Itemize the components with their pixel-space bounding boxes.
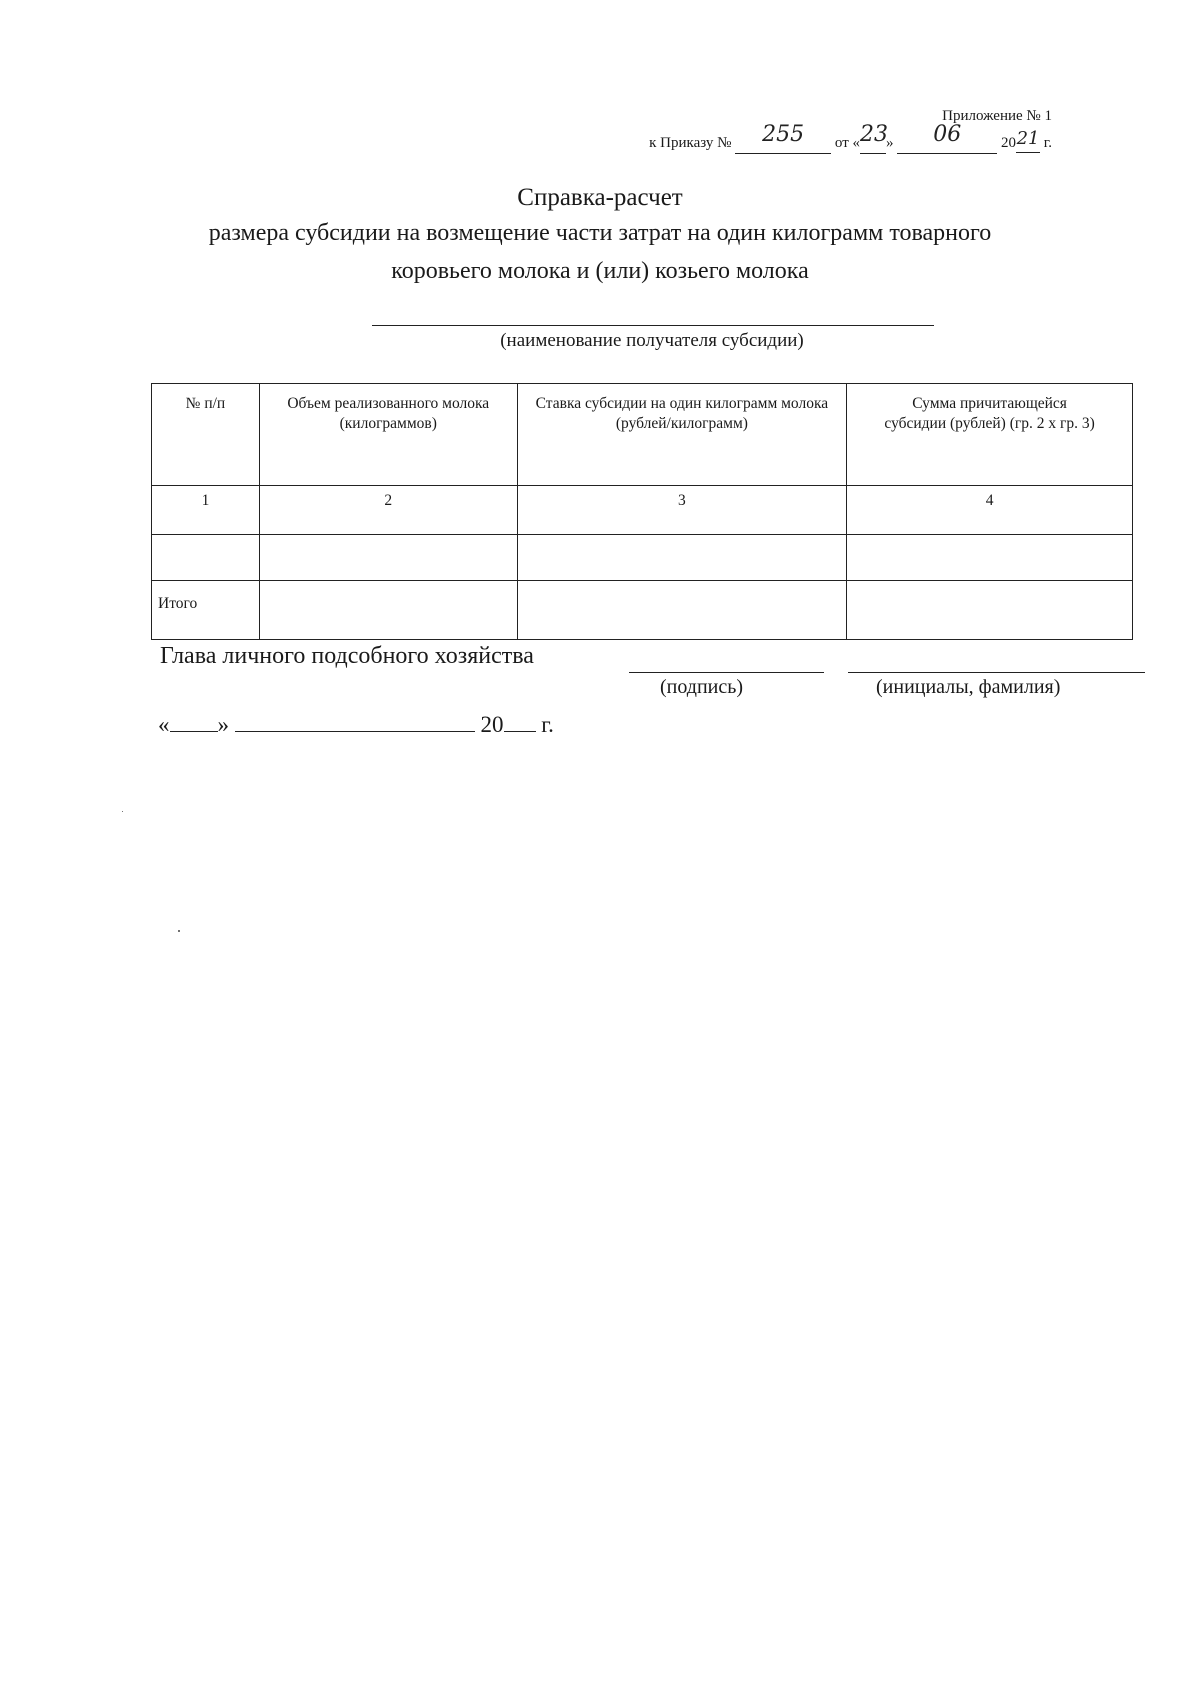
cell-volume[interactable] [259,535,517,581]
signature-day-field[interactable] [170,705,218,732]
signature-month-field[interactable] [235,705,475,732]
order-number: 255 [762,122,805,147]
appendix-label: Приложение № 1 [942,108,1052,124]
header-amount: Сумма причитающейся субсидии (рублей) (гр. 2 х гр. 3) [847,384,1133,486]
total-label: Итого [152,581,260,640]
column-number: 3 [517,486,847,535]
order-month-field[interactable] [897,122,997,154]
column-number: 1 [152,486,260,535]
header-volume: Объем реализованного молока (килограммов) [259,384,517,486]
total-amount-cell[interactable] [847,581,1133,640]
order-day: 23 [860,122,889,147]
document-subtitle-line-2: коровьего молока и (или) козьего молока [391,258,809,284]
signature-year-suffix: г. [541,712,554,737]
year-end: г. [1043,135,1052,151]
signature-date [158,705,554,738]
cell-amount[interactable] [847,535,1133,581]
year-prefix: 20 [1001,135,1017,151]
header-row-number: № п/п [152,384,260,486]
order-year-field[interactable] [1016,128,1040,153]
column-number-row [152,486,1133,535]
recipient-caption: (наименование получателя субсидии) [500,330,804,351]
column-number: 2 [259,486,517,535]
signature-year-prefix: 20 [480,712,504,737]
order-day-field[interactable] [860,122,889,154]
date-open-quote: « [158,712,170,737]
cell-rate[interactable] [517,535,847,581]
signature-field[interactable] [629,672,824,673]
date-close-quote: » [217,712,229,737]
name-caption: (инициалы, фамилия) [876,676,1061,698]
document-subtitle-line-1: размера субсидии на возмещение части затрат на один килограмм товарного [208,220,992,246]
subsidy-calculation-table [151,383,1133,640]
name-field[interactable] [848,672,1145,673]
table-row [152,535,1133,581]
date-mid: » [886,135,894,151]
header-rate: Ставка субсидии на один килограмм молока (рублей/килограмм) [517,384,847,486]
order-reference [649,122,1052,154]
scan-speck [178,930,180,932]
signature-caption: (подпись) [660,676,744,698]
table-header-row [152,384,1133,486]
order-month: 06 [933,122,962,147]
cell-row-number[interactable] [152,535,260,581]
order-number-field[interactable] [735,122,831,154]
total-volume-cell[interactable] [259,581,517,640]
order-year: 21 [1016,128,1040,149]
scan-speck [122,811,123,812]
order-prefix: к Приказу № [649,135,732,151]
column-number: 4 [847,486,1133,535]
head-of-household-label: Глава личного подсобного хозяйства [160,643,534,669]
recipient-name-field[interactable] [372,325,934,326]
signature-year-field[interactable] [504,705,536,732]
date-prefix: от « [834,135,861,151]
document-title: Справка-расчет [517,184,683,211]
total-rate-cell[interactable] [517,581,847,640]
total-row [152,581,1133,640]
